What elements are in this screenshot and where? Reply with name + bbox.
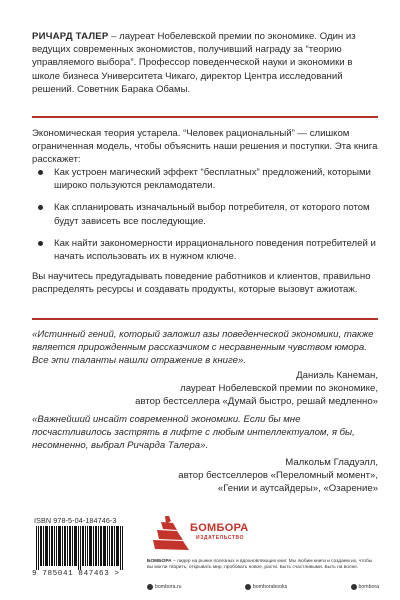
quote-author: Даниэль Канеман, xyxy=(296,370,378,381)
review-quote-kahneman: «Истинный гений, который заложил азы поведенческой экономики, также является прирожденным рассказчиком с несравненным чувством юмора. Все эти таланты нашли отражение в книге». xyxy=(32,329,374,367)
quote-author-role: автор бестселлеров «Переломный момент», xyxy=(178,470,378,482)
bullet-dot-icon xyxy=(38,170,43,175)
social-link-label: bombora xyxy=(358,584,379,590)
quote-attribution-kahneman xyxy=(18,369,378,409)
social-link-telegram[interactable] xyxy=(351,584,379,590)
telegram-icon xyxy=(351,584,357,590)
publisher-description xyxy=(147,559,379,571)
barcode-bars-icon xyxy=(36,526,126,570)
globe-icon xyxy=(147,584,153,590)
quote-attribution-gladwell xyxy=(18,456,378,496)
author-bio-text: – лауреат Нобелевской премии по экономике. Один из ведущих современных экономистов, получивший награду за “теорию управляемого выбора”. Профессор поведенческой науки и экономики в школе бизнеса Университета Чикаго, директор Центра исследований решений. Советник Барака Обамы. xyxy=(32,31,356,95)
benefit-list xyxy=(32,166,378,272)
author-bio xyxy=(32,30,378,96)
quote-author-role: лауреат Нобелевской премии по экономике, xyxy=(180,383,378,395)
social-link-label: bombora.ru xyxy=(155,584,182,590)
publisher-description-text: – лидер на рынке полезных и вдохновляющих книг. Мы любим книги и создаем их, чтобы вы могли творить, открывать мир, пробовать новое, расти. Быть счастливыми. Быть на волне. xyxy=(147,559,373,571)
publisher-name: БОМБОРА xyxy=(190,522,249,534)
barcode-digits: 9 785041 847463 > xyxy=(32,570,120,578)
bullet-text: Как спланировать изначальный выбор потребителя, от которого потом будут зависеть все последующие. xyxy=(54,202,370,227)
intro-paragraph: Экономическая теория устарела. “Человек рациональный” — слишком ограниченная модель, чтобы объяснить наши решения и поступки. Эта книга расскажет: xyxy=(32,128,378,166)
list-item xyxy=(32,201,378,227)
list-item xyxy=(32,166,378,192)
social-link-vk[interactable] xyxy=(245,584,287,590)
publisher-brand: БОМБОРА xyxy=(147,559,172,564)
quote-author-role: «Гении и аутсайдеры», «Озарение» xyxy=(217,483,378,495)
bullet-text: Как найти закономерности иррационального поведения потребителей и начать использовать их в нужном ключе. xyxy=(54,237,376,263)
outro-paragraph: Вы научитесь предугадывать поведение работников и клиентов, правильно распределять ресурсы и создавать продукты, которые вызовут ажиотаж. xyxy=(32,271,371,296)
author-name: РИЧАРД ТАЛЕР xyxy=(32,31,109,42)
bullet-text: Как устроен магический эффект “бесплатных” предложений, которыми широко пользуются рекламодатели. xyxy=(54,167,371,192)
quote-author-role: автор бестселлера «Думай быстро, решай медленно» xyxy=(135,396,378,408)
list-item xyxy=(32,237,378,263)
vk-icon xyxy=(245,584,251,590)
social-link-label: bomborabooks xyxy=(252,584,288,590)
quote-author: Малкольм Гладуэлл, xyxy=(285,457,378,468)
bullet-dot-icon xyxy=(38,241,43,246)
isbn-number: ISBN 978-5-04-184746-3 xyxy=(34,516,117,525)
isbn-barcode xyxy=(32,515,130,581)
divider-bottom xyxy=(32,318,378,320)
review-quote-gladwell: «Важнейший инсайт современной экономики. Если бы мне посчастливилось застрять в лифте с любым интеллектуалом, я бы, несомненно, выбрал Ричарда Талера». xyxy=(32,414,355,452)
social-link-site[interactable] xyxy=(147,584,182,590)
publisher-subtitle: ИЗДАТЕЛЬСТВО xyxy=(196,535,245,541)
bullet-dot-icon xyxy=(38,205,43,210)
social-links xyxy=(147,584,379,590)
divider-top xyxy=(32,116,378,118)
